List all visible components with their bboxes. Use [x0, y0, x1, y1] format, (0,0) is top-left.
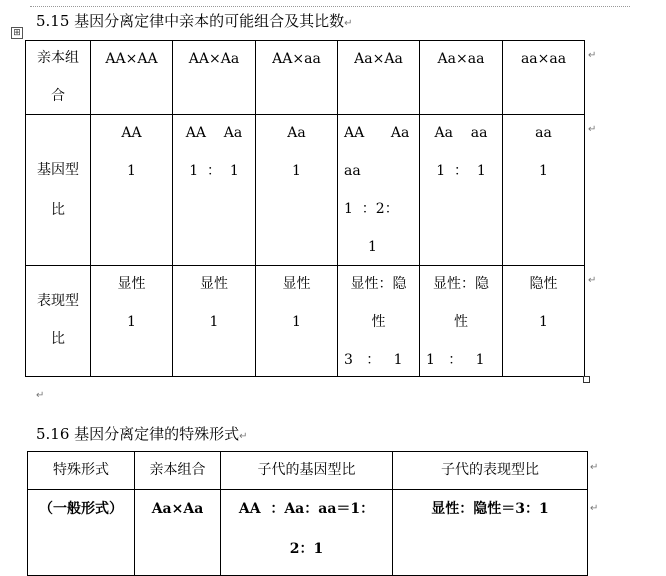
paragraph-mark: ↵: [36, 390, 45, 401]
column-header: 特殊形式: [53, 462, 109, 478]
genotype-line: AA: [121, 125, 142, 141]
phenotype-cell: [338, 266, 420, 377]
genotype-line: 2：1: [289, 541, 324, 557]
phenotype-line: 显性: [200, 276, 228, 292]
row-header-parent-cross: [26, 41, 91, 115]
row-end-mark: ↵: [590, 503, 599, 514]
row-header-phenotype-ratio: [26, 266, 91, 377]
column-header: 子代的基因型比: [257, 462, 356, 478]
row-end-mark: ↵: [588, 124, 597, 135]
cross-label: aa×aa: [520, 51, 567, 67]
genotype-cell: [338, 115, 420, 266]
phenotype-line: 性: [454, 314, 468, 330]
phenotype-line: 性: [371, 314, 386, 330]
genotype-line: 1 ： 1: [189, 163, 239, 179]
phenotype-line: 显性：隐: [433, 276, 489, 292]
header-cell: [135, 452, 221, 490]
paragraph-mark: ↵: [239, 431, 248, 442]
genotype-line: 1: [539, 163, 548, 179]
genotype-line: Aa aa: [434, 125, 488, 141]
column-header: 子代的表现型比: [441, 462, 539, 478]
genotype-cell: [256, 115, 338, 266]
special-forms-table: [27, 451, 588, 576]
paragraph-mark: ↵: [344, 18, 353, 29]
cross-label: AA×Aa: [188, 51, 240, 67]
genotype-line: 1: [292, 163, 301, 179]
section-5-16-heading: [36, 424, 248, 447]
phenotype-line: 1: [539, 314, 548, 330]
form-label: （一般形式）: [39, 501, 123, 517]
row-end-mark: ↵: [588, 50, 597, 61]
phenotype-cell: [173, 266, 256, 377]
header-line: 合: [51, 88, 65, 104]
genotype-cell: [420, 115, 503, 266]
phenotype-line: 显性: [282, 276, 311, 292]
cross-cell: [256, 41, 338, 115]
page-top-guide: [30, 6, 630, 7]
header-line: 比: [51, 202, 65, 218]
phenotype-text: 显性：隐性＝3：1: [431, 501, 549, 517]
cross-cell: [173, 41, 256, 115]
phenotype-cell: [91, 266, 173, 377]
header-cell: [28, 452, 135, 490]
cross-label: Aa×Aa: [151, 501, 204, 517]
phenotype-line: 隐性: [529, 276, 558, 292]
genotype-line: 1 ：2：: [344, 201, 399, 217]
phenotype-cell: [256, 266, 338, 377]
cross-label: Aa×aa: [437, 51, 485, 67]
genotype-line: Aa: [287, 125, 306, 141]
phenotype-line: 显性: [117, 276, 146, 292]
cross-label: AA×AA: [105, 51, 158, 67]
phenotype-cell: [420, 266, 503, 377]
table-move-handle-icon[interactable]: ⊞: [11, 27, 23, 39]
row-header-genotype-ratio: [26, 115, 91, 266]
genotype-line: AA ：Aa：aa＝1：: [238, 501, 375, 517]
genotype-line: aa: [535, 125, 552, 141]
header-cell: [393, 452, 588, 490]
row-end-mark: ↵: [588, 275, 597, 286]
heading-text: 5.16 基因分离定律的特殊形式: [36, 425, 240, 443]
cross-cell: [91, 41, 173, 115]
table-resize-handle[interactable]: [583, 376, 590, 383]
phenotype-line: 1: [209, 314, 219, 330]
header-cell: [221, 452, 393, 490]
phenotype-line: 1: [127, 314, 136, 330]
genotype-cell: [503, 115, 585, 266]
header-line: 比: [51, 331, 65, 347]
genotype-cell: [91, 115, 173, 266]
cross-label: AA×aa: [272, 51, 321, 67]
genotype-line: 1: [368, 239, 377, 255]
genotype-line: AA Aa: [344, 125, 410, 141]
genotype-line: 1 ： 1: [436, 163, 486, 179]
form-cell: [28, 490, 135, 576]
cross-cell: [420, 41, 503, 115]
cross-cell: [338, 41, 420, 115]
phenotype-cell: [393, 490, 588, 576]
genotype-line: aa: [344, 163, 361, 179]
phenotype-cell: [503, 266, 585, 377]
phenotype-line: 3 ： 1: [344, 352, 403, 368]
phenotype-line: 显性：隐: [350, 276, 407, 292]
phenotype-line: 1: [292, 314, 301, 330]
genotype-line: 1: [127, 163, 136, 179]
genotype-cell: [221, 490, 393, 576]
column-header: 亲本组合: [149, 462, 206, 478]
genotype-line: AA Aa: [185, 125, 243, 141]
cross-cell: [135, 490, 221, 576]
header-line: 亲本组: [37, 50, 79, 66]
header-line: 基因型: [37, 162, 79, 178]
cross-cell: [503, 41, 585, 115]
genotype-cell: [173, 115, 256, 266]
genotype-combination-table: [25, 40, 585, 377]
row-end-mark: ↵: [590, 462, 599, 473]
cross-label: Aa×Aa: [354, 51, 403, 67]
heading-text: 5.15 基因分离定律中亲本的可能组合及其比数: [36, 12, 345, 30]
phenotype-line: 1 ： 1: [426, 352, 485, 368]
section-5-15-heading: [36, 11, 353, 34]
header-line: 表现型: [37, 293, 79, 309]
